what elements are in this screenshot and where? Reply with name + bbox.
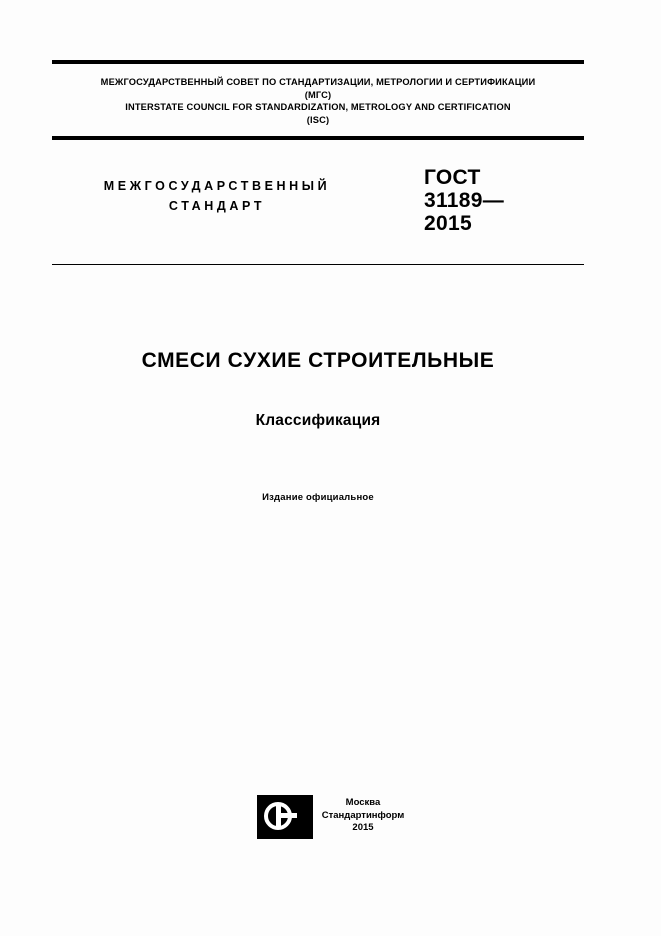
publisher-name: Стандартинформ: [321, 809, 405, 821]
standard-designation-prefix: ГОСТ: [424, 166, 481, 189]
publisher-inner: [257, 795, 404, 839]
org-line-ru-2: (МГС): [304, 89, 332, 100]
page-content: [52, 60, 584, 503]
publisher-year: 2015: [352, 822, 374, 833]
standard-designation: [412, 166, 584, 235]
standard-identification: [52, 140, 584, 264]
page-title: СМЕСИ СУХИЕ СТРОИТЕЛЬНЫЕ: [141, 349, 495, 372]
org-line-en-1: INTERSTATE COUNCIL FOR STANDARDIZATION, METROLOGY AND CERTIFICATION: [125, 102, 511, 112]
publisher-text: [322, 795, 404, 835]
standard-type-line-2: СТАНДАРТ: [168, 199, 266, 213]
org-line-ru-1: МЕЖГОСУДАРСТВЕННЫЙ СОВЕТ ПО СТАНДАРТИЗАЦИИ, МЕТРОЛОГИИ И СЕРТИФИКАЦИИ: [100, 77, 536, 87]
publisher-city: Москва: [345, 797, 381, 808]
standard-row-rule: [52, 264, 584, 265]
standartinform-logo-icon: [257, 795, 313, 839]
org-line-en-2: (ISC): [306, 114, 330, 125]
standard-type: [52, 166, 382, 216]
publisher-block: [0, 795, 661, 839]
standard-designation-year: 2015: [424, 212, 472, 235]
official-edition-note: Издание официальное: [262, 492, 374, 503]
standard-designation-number: 31189—: [424, 189, 505, 212]
standard-type-line-1: МЕЖГОСУДАРСТВЕННЫЙ: [103, 179, 331, 193]
page-subtitle: Классификация: [255, 412, 381, 429]
issuing-organization: [52, 64, 584, 136]
